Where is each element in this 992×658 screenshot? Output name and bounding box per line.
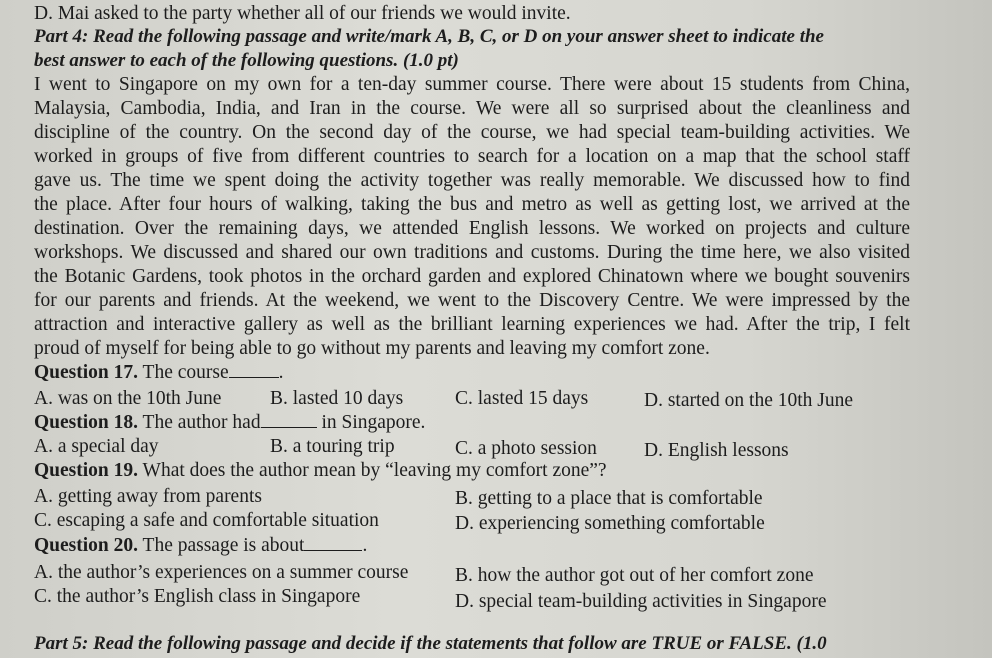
passage-line: destination. Over the remaining days, we attended English lessons. We worked on projects and culture (34, 218, 910, 239)
question-17-option-b: B. lasted 10 days (270, 388, 404, 409)
question-18-stem-before: The author had (138, 412, 261, 433)
passage-line: for our parents and friends. At the weekend, we went to the Discovery Centre. We were impressed by the (34, 290, 910, 311)
question-19-option-c: C. escaping a safe and comfortable situation (34, 510, 379, 531)
passage-line: attraction and interactive gallery as well as the brilliant learning experiences we had. After the trip, I felt (34, 314, 910, 335)
question-18-stem-after: in Singapore. (316, 412, 426, 433)
question-18-stem (34, 411, 425, 434)
passage-line: the Botanic Gardens, took photos in the orchard garden and explored Chinatown where we bought souvenirs (34, 266, 910, 287)
question-19-option-b: B. getting to a place that is comfortable (455, 488, 763, 509)
question-20-option-d: D. special team-building activities in Singapore (455, 591, 827, 612)
answer-blank (261, 411, 317, 428)
passage-line: proud of myself for being able to go without my parents and leaving my comfort zone. (34, 338, 710, 359)
passage-line: gave us. The time we spent doing the activity together was really memorable. We discussed how to find (34, 170, 910, 191)
question-18-option-c: C. a photo session (455, 438, 597, 459)
question-20-option-b: B. how the author got out of her comfort zone (455, 565, 814, 586)
question-20-stem (34, 534, 367, 557)
passage-line: I went to Singapore on my own for a ten-day summer course. There were about 15 students from China, (34, 74, 910, 95)
answer-blank (304, 534, 362, 551)
question-18-option-b: B. a touring trip (270, 436, 395, 457)
part5-heading: Part 5: Read the following passage and decide if the statements that follow are TRUE or FALSE. (1.0 (34, 633, 827, 654)
question-17-stem (34, 361, 284, 384)
question-17-stem-before: The course (138, 362, 229, 383)
question-20-label: Question 20. (34, 535, 139, 556)
passage-line: the place. After four hours of walking, taking the bus and metro as well as getting lost, we arrived at the (34, 194, 910, 215)
question-20-option-c: C. the author’s English class in Singapore (34, 586, 361, 607)
question-18-option-d: D. English lessons (644, 440, 789, 461)
passage-line: Malaysia, Cambodia, India, and Iran in the course. We were all so surprised about the cleanliness and (34, 98, 910, 119)
passage-line: worked in groups of five from different countries to search for a location on a map that the school staff (34, 146, 910, 167)
question-18-option-a: A. a special day (34, 436, 159, 457)
question-17-option-d: D. started on the 10th June (644, 390, 854, 411)
question-19-stem-text: What does the author mean by “leaving my comfort zone”? (138, 460, 607, 481)
question-17-stem-after: . (278, 362, 284, 383)
part4-heading-line2: best answer to each of the following questions. (1.0 pt) (34, 50, 459, 71)
previous-option-d: D. Mai asked to the party whether all of our friends we would invite. (34, 3, 571, 24)
passage-line: workshops. We discussed and shared our own traditions and customs. During the time here, we also visited (34, 242, 910, 263)
question-17-option-c: C. lasted 15 days (455, 388, 589, 409)
question-17-option-a: A. was on the 10th June (34, 388, 222, 409)
question-19-option-d: D. experiencing something comfortable (455, 513, 765, 534)
part4-heading-line1: Part 4: Read the following passage and write/mark A, B, C, or D on your answer sheet to indicate the (34, 26, 824, 47)
question-19-option-a: A. getting away from parents (34, 486, 262, 507)
question-18-label: Question 18. (34, 412, 139, 433)
question-20-option-a: A. the author’s experiences on a summer course (34, 562, 409, 583)
question-17-label: Question 17. (34, 362, 139, 383)
question-19-label: Question 19. (34, 460, 139, 481)
answer-blank (229, 361, 279, 378)
question-19-stem (34, 459, 607, 482)
question-20-stem-after: . (362, 535, 368, 556)
passage-line: discipline of the country. On the second day of the course, we had special team-building activities. We (34, 122, 910, 143)
question-20-stem-before: The passage is about (138, 535, 305, 556)
